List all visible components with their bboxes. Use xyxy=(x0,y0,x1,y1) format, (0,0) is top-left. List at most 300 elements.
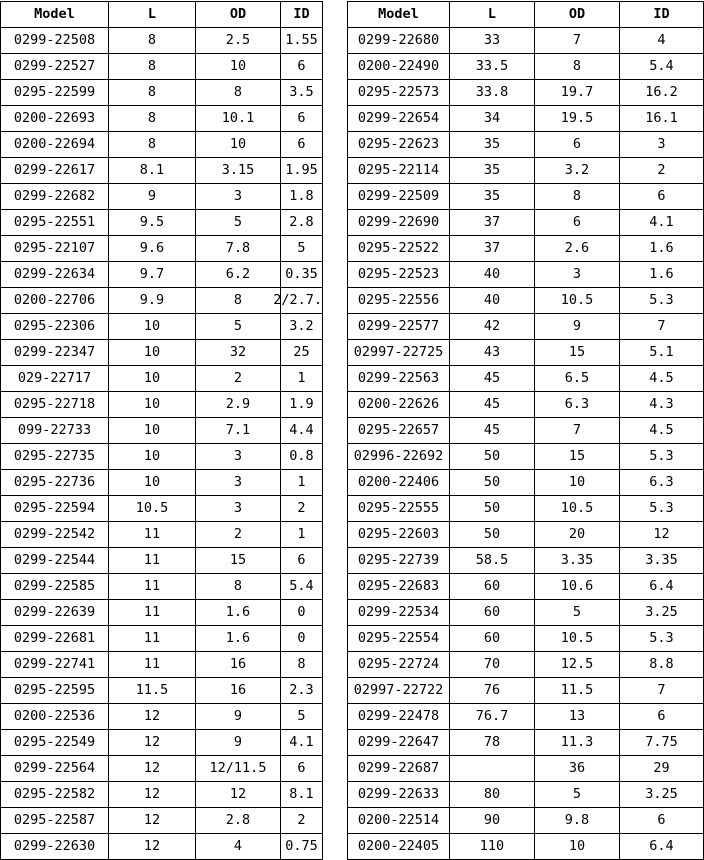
od-cell: 6.3 xyxy=(535,392,620,418)
od-cell: 8 xyxy=(535,54,620,80)
model-cell: 0295-22599 xyxy=(1,80,109,106)
table-row xyxy=(348,704,704,730)
od-cell: 36 xyxy=(535,756,620,782)
l-cell: 9 xyxy=(109,184,196,210)
l-cell: 40 xyxy=(450,262,535,288)
model-cell: 0299-22654 xyxy=(348,106,450,132)
model-cell: 0299-22347 xyxy=(1,340,109,366)
model-cell: 0200-22626 xyxy=(348,392,450,418)
table-row xyxy=(348,652,704,678)
model-cell: 0295-22623 xyxy=(348,132,450,158)
id-cell: 3.25 xyxy=(620,782,704,808)
table-row xyxy=(1,444,323,470)
od-cell: 8 xyxy=(196,288,281,314)
header-model: Model xyxy=(348,2,450,28)
od-cell: 15 xyxy=(535,340,620,366)
table-row xyxy=(1,756,323,782)
id-cell: 3.5 xyxy=(281,80,323,106)
model-cell: 0200-22693 xyxy=(1,106,109,132)
od-cell: 10.5 xyxy=(535,288,620,314)
model-cell: 0295-22683 xyxy=(348,574,450,600)
table-row xyxy=(348,626,704,652)
table-row xyxy=(1,574,323,600)
model-cell: 0295-22595 xyxy=(1,678,109,704)
table-row xyxy=(1,288,323,314)
l-cell: 37 xyxy=(450,236,535,262)
id-cell: 4.1 xyxy=(281,730,323,756)
model-cell: 0299-22542 xyxy=(1,522,109,548)
id-cell: 3 xyxy=(620,132,704,158)
model-cell: 0295-22718 xyxy=(1,392,109,418)
model-cell: 0299-22680 xyxy=(348,28,450,54)
id-cell: 12 xyxy=(620,522,704,548)
od-cell: 6.5 xyxy=(535,366,620,392)
id-cell: 16.2 xyxy=(620,80,704,106)
id-cell: 1.9 xyxy=(281,392,323,418)
model-cell: 0299-22741 xyxy=(1,652,109,678)
l-cell: 12 xyxy=(109,808,196,834)
model-cell: 0295-22551 xyxy=(1,210,109,236)
od-cell: 8 xyxy=(535,184,620,210)
model-cell: 0200-22694 xyxy=(1,132,109,158)
table-row xyxy=(1,28,323,54)
id-cell: 2.3 xyxy=(281,678,323,704)
od-cell: 9.8 xyxy=(535,808,620,834)
table-row xyxy=(1,600,323,626)
od-cell: 15 xyxy=(535,444,620,470)
l-cell: 50 xyxy=(450,522,535,548)
id-cell: 4.5 xyxy=(620,366,704,392)
id-cell: 6 xyxy=(620,704,704,730)
l-cell: 40 xyxy=(450,288,535,314)
model-cell: 0295-22549 xyxy=(1,730,109,756)
od-cell: 16 xyxy=(196,678,281,704)
od-cell: 10 xyxy=(535,834,620,860)
l-cell: 12 xyxy=(109,756,196,782)
table-row xyxy=(348,366,704,392)
model-cell: 0295-22739 xyxy=(348,548,450,574)
l-cell: 11 xyxy=(109,600,196,626)
model-cell: 0295-22523 xyxy=(348,262,450,288)
od-cell: 2.8 xyxy=(196,808,281,834)
id-cell: 2.8 xyxy=(281,210,323,236)
od-cell: 11.3 xyxy=(535,730,620,756)
l-cell: 10.5 xyxy=(109,496,196,522)
od-cell: 2 xyxy=(196,522,281,548)
table-row xyxy=(348,106,704,132)
id-cell: 4 xyxy=(620,28,704,54)
id-cell: 5.4 xyxy=(281,574,323,600)
model-cell: 0200-22490 xyxy=(348,54,450,80)
table-row xyxy=(348,236,704,262)
id-cell: 6 xyxy=(620,184,704,210)
id-cell: 0.35 xyxy=(281,262,323,288)
l-cell: 35 xyxy=(450,132,535,158)
od-cell: 7.1 xyxy=(196,418,281,444)
table-row xyxy=(1,54,323,80)
model-cell: 0295-22522 xyxy=(348,236,450,262)
model-cell: 0299-22682 xyxy=(1,184,109,210)
od-cell: 5 xyxy=(535,782,620,808)
right-table-body xyxy=(348,28,704,860)
table-row xyxy=(1,470,323,496)
od-cell: 13 xyxy=(535,704,620,730)
od-cell: 6.2 xyxy=(196,262,281,288)
l-cell: 11 xyxy=(109,522,196,548)
table-row xyxy=(348,678,704,704)
table-row xyxy=(348,54,704,80)
right-spec-table xyxy=(347,1,704,860)
model-cell: 0299-22564 xyxy=(1,756,109,782)
l-cell: 34 xyxy=(450,106,535,132)
id-cell: 1.55 xyxy=(281,28,323,54)
od-cell: 3.35 xyxy=(535,548,620,574)
header-od: OD xyxy=(196,2,281,28)
model-cell: 0295-22735 xyxy=(1,444,109,470)
table-row xyxy=(1,132,323,158)
id-cell: 6 xyxy=(281,106,323,132)
l-cell: 50 xyxy=(450,444,535,470)
od-cell: 15 xyxy=(196,548,281,574)
table-row xyxy=(1,340,323,366)
header-l: L xyxy=(450,2,535,28)
l-cell: 43 xyxy=(450,340,535,366)
id-cell: 6.3 xyxy=(620,470,704,496)
model-cell: 0295-22587 xyxy=(1,808,109,834)
l-cell: 10 xyxy=(109,418,196,444)
id-cell: 5.3 xyxy=(620,626,704,652)
model-cell: 0295-22114 xyxy=(348,158,450,184)
model-cell: 0299-22527 xyxy=(1,54,109,80)
id-cell: 29 xyxy=(620,756,704,782)
table-row xyxy=(1,548,323,574)
l-cell: 8 xyxy=(109,132,196,158)
id-cell: 1 xyxy=(281,470,323,496)
table-row xyxy=(1,418,323,444)
id-cell: 5.4 xyxy=(620,54,704,80)
l-cell: 8 xyxy=(109,80,196,106)
model-cell: 029-22717 xyxy=(1,366,109,392)
model-cell: 0299-22647 xyxy=(348,730,450,756)
id-cell: 1.6 xyxy=(620,236,704,262)
od-cell: 12/11.5 xyxy=(196,756,281,782)
l-cell: 8 xyxy=(109,106,196,132)
l-cell: 33.8 xyxy=(450,80,535,106)
l-cell: 45 xyxy=(450,366,535,392)
od-cell: 7 xyxy=(535,418,620,444)
model-cell: 0200-22706 xyxy=(1,288,109,314)
od-cell: 7.8 xyxy=(196,236,281,262)
table-row xyxy=(348,158,704,184)
table-row xyxy=(1,314,323,340)
model-cell: 099-22733 xyxy=(1,418,109,444)
table-row xyxy=(348,522,704,548)
id-cell: 8.8 xyxy=(620,652,704,678)
od-cell: 9 xyxy=(196,704,281,730)
id-cell: 7 xyxy=(620,678,704,704)
table-row xyxy=(1,236,323,262)
table-row xyxy=(348,444,704,470)
id-cell: 0.75 xyxy=(281,834,323,860)
od-cell: 3.2 xyxy=(535,158,620,184)
l-cell: 78 xyxy=(450,730,535,756)
od-cell: 10.6 xyxy=(535,574,620,600)
od-cell: 7 xyxy=(535,28,620,54)
id-cell: 1.6 xyxy=(620,262,704,288)
id-cell: 5 xyxy=(281,704,323,730)
od-cell: 3 xyxy=(535,262,620,288)
left-table-body xyxy=(1,28,323,860)
l-cell: 11 xyxy=(109,626,196,652)
l-cell: 11 xyxy=(109,652,196,678)
l-cell: 60 xyxy=(450,626,535,652)
header-row xyxy=(1,2,323,28)
model-cell: 0299-22509 xyxy=(348,184,450,210)
od-cell: 8 xyxy=(196,80,281,106)
model-cell: 0295-22736 xyxy=(1,470,109,496)
id-cell: 1.8 xyxy=(281,184,323,210)
left-spec-table xyxy=(0,1,323,860)
id-cell: 7 xyxy=(620,314,704,340)
l-cell: 70 xyxy=(450,652,535,678)
od-cell: 2.5 xyxy=(196,28,281,54)
l-cell: 10 xyxy=(109,444,196,470)
id-cell: 0 xyxy=(281,600,323,626)
table-row xyxy=(1,808,323,834)
l-cell: 60 xyxy=(450,600,535,626)
table-row xyxy=(1,782,323,808)
id-cell: 7.75 xyxy=(620,730,704,756)
id-cell: .2/2.7 xyxy=(281,288,323,314)
id-cell: 5.3 xyxy=(620,496,704,522)
table-row xyxy=(348,782,704,808)
model-cell: 0295-22594 xyxy=(1,496,109,522)
id-cell: 6.4 xyxy=(620,574,704,600)
model-cell: 0295-22724 xyxy=(348,652,450,678)
l-cell: 10 xyxy=(109,470,196,496)
table-row xyxy=(348,314,704,340)
model-cell: 0299-22585 xyxy=(1,574,109,600)
l-cell: 37 xyxy=(450,210,535,236)
header-l: L xyxy=(109,2,196,28)
l-cell: 10 xyxy=(109,314,196,340)
id-cell: 6 xyxy=(281,548,323,574)
od-cell: 2.9 xyxy=(196,392,281,418)
od-cell: 12 xyxy=(196,782,281,808)
id-cell: 3.35 xyxy=(620,548,704,574)
table-row xyxy=(348,496,704,522)
od-cell: 16 xyxy=(196,652,281,678)
od-cell: 3 xyxy=(196,444,281,470)
header-row xyxy=(348,2,704,28)
od-cell: 10.5 xyxy=(535,496,620,522)
model-cell: 0295-22306 xyxy=(1,314,109,340)
id-cell: 1 xyxy=(281,366,323,392)
l-cell: 8 xyxy=(109,54,196,80)
model-cell: 0295-22556 xyxy=(348,288,450,314)
table-row xyxy=(1,184,323,210)
model-cell: 0200-22514 xyxy=(348,808,450,834)
table-row xyxy=(1,626,323,652)
table-row xyxy=(1,392,323,418)
od-cell: 2.6 xyxy=(535,236,620,262)
id-cell: 0.8 xyxy=(281,444,323,470)
table-row xyxy=(348,262,704,288)
od-cell: 3 xyxy=(196,470,281,496)
l-cell: 76 xyxy=(450,678,535,704)
id-cell: 3.2 xyxy=(281,314,323,340)
table-row xyxy=(348,730,704,756)
od-cell: 10 xyxy=(535,470,620,496)
od-cell: 10.5 xyxy=(535,626,620,652)
table-row xyxy=(1,652,323,678)
od-cell: 4 xyxy=(196,834,281,860)
od-cell: 5 xyxy=(196,210,281,236)
id-cell: 6 xyxy=(281,756,323,782)
table-row xyxy=(348,600,704,626)
model-cell: 0299-22634 xyxy=(1,262,109,288)
model-cell: 0295-22554 xyxy=(348,626,450,652)
id-cell: 5.3 xyxy=(620,288,704,314)
model-cell: 0299-22630 xyxy=(1,834,109,860)
od-cell: 32 xyxy=(196,340,281,366)
l-cell: 9.5 xyxy=(109,210,196,236)
id-cell: 4.3 xyxy=(620,392,704,418)
od-cell: 1.6 xyxy=(196,626,281,652)
id-cell: 2 xyxy=(620,158,704,184)
id-cell: 25 xyxy=(281,340,323,366)
model-cell: 0299-22681 xyxy=(1,626,109,652)
table-row xyxy=(348,184,704,210)
l-cell: 11.5 xyxy=(109,678,196,704)
l-cell xyxy=(450,756,535,782)
l-cell: 10 xyxy=(109,392,196,418)
od-cell: 9 xyxy=(535,314,620,340)
l-cell: 8.1 xyxy=(109,158,196,184)
table-row xyxy=(348,418,704,444)
table-row xyxy=(348,756,704,782)
table-row xyxy=(1,834,323,860)
table-row xyxy=(1,262,323,288)
od-cell: 19.7 xyxy=(535,80,620,106)
l-cell: 42 xyxy=(450,314,535,340)
l-cell: 9.6 xyxy=(109,236,196,262)
table-row xyxy=(1,366,323,392)
model-cell: 0295-22573 xyxy=(348,80,450,106)
table-row xyxy=(1,210,323,236)
id-cell: 6 xyxy=(620,808,704,834)
l-cell: 60 xyxy=(450,574,535,600)
od-cell: 3.15 xyxy=(196,158,281,184)
table-row xyxy=(348,340,704,366)
od-cell: 6 xyxy=(535,210,620,236)
l-cell: 76.7 xyxy=(450,704,535,730)
model-cell: 0299-22544 xyxy=(1,548,109,574)
model-cell: 0299-22508 xyxy=(1,28,109,54)
l-cell: 9.9 xyxy=(109,288,196,314)
table-row xyxy=(348,574,704,600)
table-row xyxy=(348,470,704,496)
id-cell: 6.4 xyxy=(620,834,704,860)
od-cell: 6 xyxy=(535,132,620,158)
id-cell: 6 xyxy=(281,54,323,80)
l-cell: 11 xyxy=(109,548,196,574)
l-cell: 33 xyxy=(450,28,535,54)
l-cell: 45 xyxy=(450,418,535,444)
header-model: Model xyxy=(1,2,109,28)
model-cell: 0295-22555 xyxy=(348,496,450,522)
table-row xyxy=(348,132,704,158)
od-cell: 10.1 xyxy=(196,106,281,132)
model-cell: 0299-22639 xyxy=(1,600,109,626)
id-cell: 1 xyxy=(281,522,323,548)
model-cell: 0299-22563 xyxy=(348,366,450,392)
od-cell: 10 xyxy=(196,132,281,158)
table-row xyxy=(348,288,704,314)
l-cell: 110 xyxy=(450,834,535,860)
table-row xyxy=(1,678,323,704)
l-cell: 35 xyxy=(450,184,535,210)
od-cell: 8 xyxy=(196,574,281,600)
header-id: ID xyxy=(620,2,704,28)
od-cell: 12.5 xyxy=(535,652,620,678)
l-cell: 12 xyxy=(109,730,196,756)
l-cell: 11 xyxy=(109,574,196,600)
model-cell: 02997-22725 xyxy=(348,340,450,366)
l-cell: 35 xyxy=(450,158,535,184)
model-cell: 0299-22687 xyxy=(348,756,450,782)
od-cell: 5 xyxy=(535,600,620,626)
table-row xyxy=(348,80,704,106)
id-cell: 2 xyxy=(281,496,323,522)
model-cell: 0299-22633 xyxy=(348,782,450,808)
id-cell: 4.1 xyxy=(620,210,704,236)
id-cell: 4.4 xyxy=(281,418,323,444)
table-row xyxy=(1,496,323,522)
model-cell: 0299-22690 xyxy=(348,210,450,236)
model-cell: 0299-22534 xyxy=(348,600,450,626)
l-cell: 45 xyxy=(450,392,535,418)
id-cell: 8 xyxy=(281,652,323,678)
l-cell: 58.5 xyxy=(450,548,535,574)
id-cell: 4.5 xyxy=(620,418,704,444)
model-cell: 0200-22536 xyxy=(1,704,109,730)
l-cell: 8 xyxy=(109,28,196,54)
table-row xyxy=(1,158,323,184)
od-cell: 9 xyxy=(196,730,281,756)
od-cell: 3 xyxy=(196,184,281,210)
l-cell: 12 xyxy=(109,782,196,808)
l-cell: 9.7 xyxy=(109,262,196,288)
od-cell: 10 xyxy=(196,54,281,80)
model-cell: 0295-22603 xyxy=(348,522,450,548)
od-cell: 3 xyxy=(196,496,281,522)
header-id: ID xyxy=(281,2,323,28)
table-row xyxy=(348,808,704,834)
l-cell: 50 xyxy=(450,470,535,496)
model-cell: 0295-22107 xyxy=(1,236,109,262)
od-cell: 20 xyxy=(535,522,620,548)
table-row xyxy=(1,730,323,756)
id-cell: 3.25 xyxy=(620,600,704,626)
id-cell: 6 xyxy=(281,132,323,158)
l-cell: 10 xyxy=(109,340,196,366)
id-cell: 8.1 xyxy=(281,782,323,808)
table-row xyxy=(348,392,704,418)
model-cell: 0200-22406 xyxy=(348,470,450,496)
l-cell: 80 xyxy=(450,782,535,808)
id-cell: 5 xyxy=(281,236,323,262)
